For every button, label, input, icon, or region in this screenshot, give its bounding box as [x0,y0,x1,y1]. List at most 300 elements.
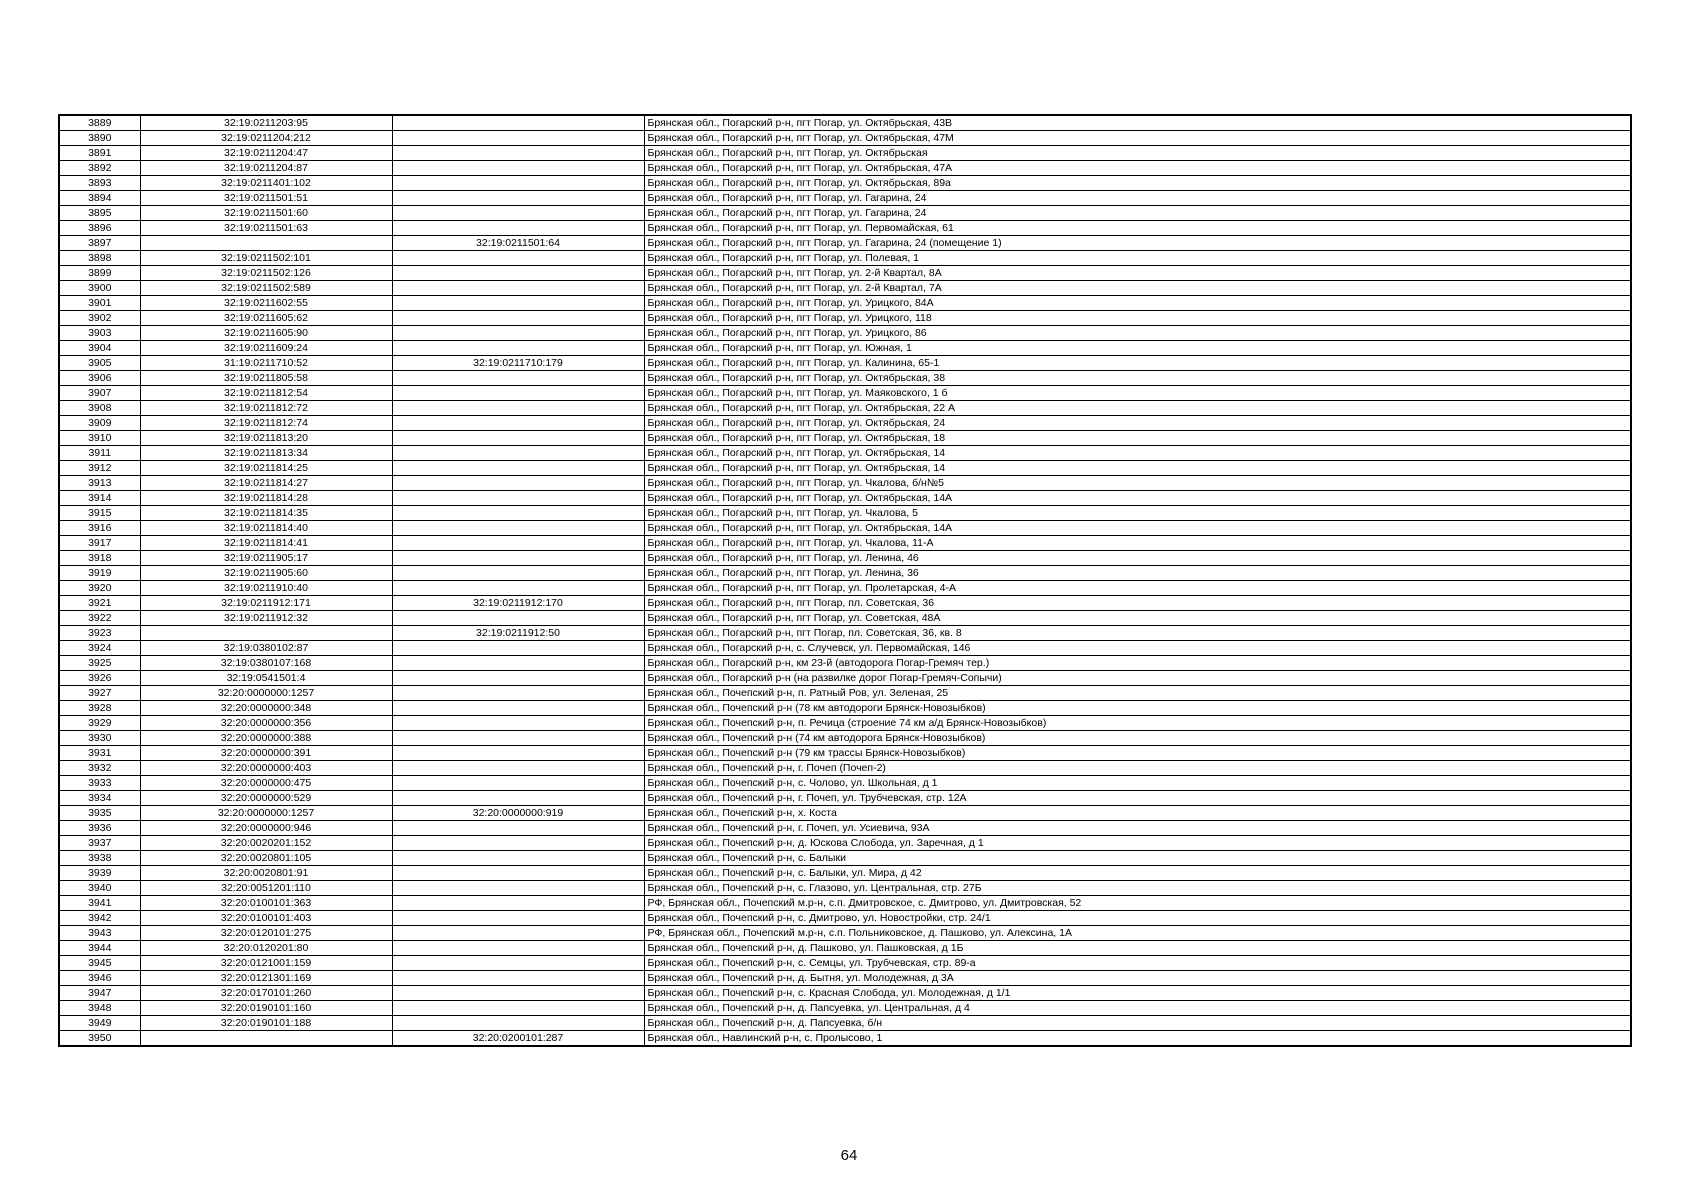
cadastral-number-cell: 32:20:0190101:160 [140,1001,392,1016]
related-cadastral-number-cell [392,191,644,206]
row-number-cell: 3913 [59,476,140,491]
address-cell: Брянская обл., Погарский р-н, пгт Погар, пл. Советская, 36 [644,596,1631,611]
related-cadastral-number-cell [392,161,644,176]
related-cadastral-number-cell [392,971,644,986]
related-cadastral-number-cell [392,701,644,716]
row-number-cell: 3890 [59,131,140,146]
related-cadastral-number-cell [392,836,644,851]
row-number-cell: 3930 [59,731,140,746]
row-number-cell: 3902 [59,311,140,326]
cadastral-number-cell: 32:20:0020801:91 [140,866,392,881]
row-number-cell: 3914 [59,491,140,506]
address-cell: Брянская обл., Почепский р-н, д. Юскова Слобода, ул. Заречная, д 1 [644,836,1631,851]
row-number-cell: 3893 [59,176,140,191]
table-row [59,806,1631,821]
address-cell: Брянская обл., Почепский р-н, д. Бытня, ул. Молодежная, д 3А [644,971,1631,986]
cadastral-number-cell: 32:20:0000000:348 [140,701,392,716]
cadastral-number-cell: 32:19:0211912:171 [140,596,392,611]
related-cadastral-number-cell [392,326,644,341]
related-cadastral-number-cell [392,281,644,296]
address-cell: Брянская обл., Погарский р-н, с. Случевск, ул. Первомайская, 146 [644,641,1631,656]
cadastral-number-cell: 32:19:0211905:17 [140,551,392,566]
table-row [59,581,1631,596]
related-cadastral-number-cell [392,851,644,866]
cadastral-number-cell: 32:19:0211814:28 [140,491,392,506]
table-row [59,821,1631,836]
row-number-cell: 3919 [59,566,140,581]
related-cadastral-number-cell [392,491,644,506]
table-row [59,115,1631,131]
cadastral-number-cell: 32:19:0211501:63 [140,221,392,236]
related-cadastral-number-cell: 32:19:0211501:64 [392,236,644,251]
address-cell: Брянская обл., Погарский р-н, пгт Погар, ул. Гагарина, 24 [644,206,1631,221]
address-cell: Брянская обл., Погарский р-н, пгт Погар, ул. Урицкого, 84А [644,296,1631,311]
cadastral-number-cell: 32:20:0000000:356 [140,716,392,731]
table-row [59,671,1631,686]
cadastral-number-cell: 32:19:0211605:62 [140,311,392,326]
row-number-cell: 3899 [59,266,140,281]
related-cadastral-number-cell [392,206,644,221]
table-row [59,386,1631,401]
row-number-cell: 3941 [59,896,140,911]
row-number-cell: 3940 [59,881,140,896]
table-row [59,281,1631,296]
table-row [59,296,1631,311]
row-number-cell: 3903 [59,326,140,341]
cadastral-number-cell: 32:20:0000000:946 [140,821,392,836]
address-cell: Брянская обл., Погарский р-н, пгт Погар, ул. Южная, 1 [644,341,1631,356]
cadastral-number-cell: 32:19:0211805:58 [140,371,392,386]
cadastral-number-cell: 32:20:0121001:159 [140,956,392,971]
row-number-cell: 3892 [59,161,140,176]
row-number-cell: 3924 [59,641,140,656]
table-row [59,1031,1631,1047]
related-cadastral-number-cell [392,386,644,401]
related-cadastral-number-cell [392,416,644,431]
address-cell: Брянская обл., Погарский р-н, пгт Погар, ул. Урицкого, 118 [644,311,1631,326]
table-row [59,911,1631,926]
table-row [59,896,1631,911]
table-row [59,476,1631,491]
address-cell: Брянская обл., Погарский р-н, пгт Погар, ул. Ленина, 36 [644,566,1631,581]
table-row [59,656,1631,671]
cadastral-number-cell: 32:20:0120201:80 [140,941,392,956]
table-row [59,626,1631,641]
row-number-cell: 3936 [59,821,140,836]
table-row [59,746,1631,761]
related-cadastral-number-cell [392,821,644,836]
cadastral-number-cell: 32:20:0000000:529 [140,791,392,806]
table-row [59,776,1631,791]
row-number-cell: 3932 [59,761,140,776]
address-cell: Брянская обл., Почепский р-н, с. Чолово, ул. Школьная, д 1 [644,776,1631,791]
related-cadastral-number-cell [392,986,644,1001]
row-number-cell: 3926 [59,671,140,686]
related-cadastral-number-cell: 32:20:0000000:919 [392,806,644,821]
table-row [59,401,1631,416]
row-number-cell: 3894 [59,191,140,206]
cadastral-number-cell [140,236,392,251]
address-cell: Брянская обл., Почепский р-н, д. Пашково, ул. Пашковская, д 1Б [644,941,1631,956]
row-number-cell: 3907 [59,386,140,401]
cadastral-number-cell: 32:19:0211813:34 [140,446,392,461]
table-row [59,926,1631,941]
cadastral-number-cell: 32:19:0211814:35 [140,506,392,521]
table-row [59,311,1631,326]
related-cadastral-number-cell [392,176,644,191]
related-cadastral-number-cell [392,611,644,626]
table-row [59,716,1631,731]
related-cadastral-number-cell [392,941,644,956]
cadastral-number-cell: 32:19:0211501:51 [140,191,392,206]
row-number-cell: 3922 [59,611,140,626]
row-number-cell: 3939 [59,866,140,881]
table-row [59,236,1631,251]
address-cell: Брянская обл., Почепский р-н, с. Балыки, ул. Мира, д 42 [644,866,1631,881]
row-number-cell: 3942 [59,911,140,926]
address-cell: Брянская обл., Почепский р-н, п. Ратный Ров, ул. Зеленая, 25 [644,686,1631,701]
table-row [59,431,1631,446]
related-cadastral-number-cell [392,341,644,356]
row-number-cell: 3933 [59,776,140,791]
cadastral-number-cell: 32:20:0190101:188 [140,1016,392,1031]
row-number-cell: 3920 [59,581,140,596]
address-cell: Брянская обл., Погарский р-н, пгт Погар, ул. Чкалова, 11-А [644,536,1631,551]
cadastral-number-cell: 32:19:0211910:40 [140,581,392,596]
related-cadastral-number-cell [392,1001,644,1016]
table-row [59,371,1631,386]
cadastral-number-cell: 31:19:0211710:52 [140,356,392,371]
table-row [59,1016,1631,1031]
address-cell: Брянская обл., Погарский р-н, пгт Погар, ул. Полевая, 1 [644,251,1631,266]
table-row [59,326,1631,341]
cadastral-number-cell: 32:19:0211204:212 [140,131,392,146]
cadastral-number-cell: 32:19:0211203:95 [140,115,392,131]
related-cadastral-number-cell [392,911,644,926]
related-cadastral-number-cell [392,446,644,461]
cadastral-number-cell: 32:20:0100101:363 [140,896,392,911]
row-number-cell: 3908 [59,401,140,416]
cadastral-number-cell: 32:19:0211813:20 [140,431,392,446]
address-cell: Брянская обл., Погарский р-н, пгт Погар, ул. Октябрьская, 22 А [644,401,1631,416]
row-number-cell: 3944 [59,941,140,956]
address-cell: Брянская обл., Почепский р-н (74 км автодорога Брянск-Новозыбков) [644,731,1631,746]
row-number-cell: 3943 [59,926,140,941]
related-cadastral-number-cell [392,251,644,266]
address-cell: Брянская обл., Почепский р-н, г. Почеп, ул. Усиевича, 93А [644,821,1631,836]
cadastral-number-cell: 32:19:0211401:102 [140,176,392,191]
row-number-cell: 3931 [59,746,140,761]
address-cell: Брянская обл., Почепский р-н (78 км автодороги Брянск-Новозыбков) [644,701,1631,716]
cadastral-number-cell: 32:19:0541501:4 [140,671,392,686]
address-cell: Брянская обл., Почепский р-н, д. Папсуевка, ул. Центральная, д 4 [644,1001,1631,1016]
related-cadastral-number-cell [392,761,644,776]
address-cell: Брянская обл., Почепский р-н, г. Почеп (Почеп-2) [644,761,1631,776]
row-number-cell: 3948 [59,1001,140,1016]
address-cell: Брянская обл., Погарский р-н, пгт Погар, ул. Октябрьская, 24 [644,416,1631,431]
cadastral-number-cell: 32:19:0211501:60 [140,206,392,221]
related-cadastral-number-cell [392,131,644,146]
table-row [59,161,1631,176]
address-cell: Брянская обл., Почепский р-н, г. Почеп, ул. Трубчевская, стр. 12А [644,791,1631,806]
related-cadastral-number-cell: 32:20:0200101:287 [392,1031,644,1047]
related-cadastral-number-cell [392,671,644,686]
table-row [59,221,1631,236]
related-cadastral-number-cell [392,566,644,581]
row-number-cell: 3938 [59,851,140,866]
cadastral-number-cell: 32:19:0380107:168 [140,656,392,671]
address-cell: Брянская обл., Погарский р-н, пгт Погар, ул. Чкалова, 5 [644,506,1631,521]
row-number-cell: 3937 [59,836,140,851]
related-cadastral-number-cell [392,956,644,971]
table-row [59,266,1631,281]
row-number-cell: 3889 [59,115,140,131]
related-cadastral-number-cell [392,431,644,446]
cadastral-number-cell: 32:19:0211814:41 [140,536,392,551]
address-cell: Брянская обл., Погарский р-н, пгт Погар, ул. Калинина, 65-1 [644,356,1631,371]
related-cadastral-number-cell [392,881,644,896]
cadastral-number-cell: 32:19:0211812:54 [140,386,392,401]
table-row [59,416,1631,431]
address-cell: Брянская обл., Погарский р-н, пгт Погар, ул. Октябрьская, 38 [644,371,1631,386]
table-row [59,836,1631,851]
cadastral-number-cell: 32:19:0380102:87 [140,641,392,656]
table-row [59,356,1631,371]
row-number-cell: 3911 [59,446,140,461]
address-cell: Брянская обл., Почепский р-н, с. Балыки [644,851,1631,866]
cadastral-number-cell: 32:19:0211814:27 [140,476,392,491]
address-cell: Брянская обл., Погарский р-н, пгт Погар, ул. Октябрьская, 14 [644,446,1631,461]
row-number-cell: 3909 [59,416,140,431]
cadastral-number-cell: 32:20:0120101:275 [140,926,392,941]
related-cadastral-number-cell [392,115,644,131]
related-cadastral-number-cell [392,776,644,791]
row-number-cell: 3896 [59,221,140,236]
address-cell: Брянская обл., Погарский р-н, пгт Погар, ул. Чкалова, б/н№5 [644,476,1631,491]
table-row [59,881,1631,896]
address-cell: Брянская обл., Погарский р-н, пгт Погар, ул. Октябрьская, 43В [644,115,1631,131]
address-cell: Брянская обл., Погарский р-н, пгт Погар, ул. Первомайская, 61 [644,221,1631,236]
table-row [59,566,1631,581]
address-cell: Брянская обл., Погарский р-н, пгт Погар, ул. Октябрьская, 89а [644,176,1631,191]
address-cell: Брянская обл., Погарский р-н (на развилке дорог Погар-Гремяч-Сопычи) [644,671,1631,686]
address-cell: Брянская обл., Погарский р-н, пгт Погар, ул. Советская, 48А [644,611,1631,626]
row-number-cell: 3947 [59,986,140,1001]
table-row [59,731,1631,746]
address-cell: Брянская обл., Погарский р-н, пгт Погар, ул. Октябрьская [644,146,1631,161]
row-number-cell: 3895 [59,206,140,221]
cadastral-number-cell: 32:19:0211605:90 [140,326,392,341]
table-row [59,521,1631,536]
table-row [59,701,1631,716]
address-cell: Брянская обл., Погарский р-н, пгт Погар, ул. Урицкого, 86 [644,326,1631,341]
address-cell: Брянская обл., Почепский р-н (79 км трассы Брянск-Новозыбков) [644,746,1631,761]
table-row [59,986,1631,1001]
table-row [59,551,1631,566]
table-row [59,491,1631,506]
related-cadastral-number-cell [392,866,644,881]
row-number-cell: 3917 [59,536,140,551]
related-cadastral-number-cell [392,896,644,911]
table-row [59,506,1631,521]
cadastral-number-cell: 32:19:0211812:72 [140,401,392,416]
table-row [59,1001,1631,1016]
row-number-cell: 3891 [59,146,140,161]
related-cadastral-number-cell [392,551,644,566]
related-cadastral-number-cell [392,146,644,161]
row-number-cell: 3934 [59,791,140,806]
row-number-cell: 3906 [59,371,140,386]
table-row [59,791,1631,806]
related-cadastral-number-cell [392,521,644,536]
row-number-cell: 3928 [59,701,140,716]
table-row [59,971,1631,986]
address-cell: Брянская обл., Почепский р-н, с. Дмитрово, ул. Новостройки, стр. 24/1 [644,911,1631,926]
related-cadastral-number-cell [392,686,644,701]
cadastral-number-cell: 32:20:0000000:475 [140,776,392,791]
address-cell: Брянская обл., Погарский р-н, пгт Погар, пл. Советская, 36, кв. 8 [644,626,1631,641]
row-number-cell: 3905 [59,356,140,371]
address-cell: Брянская обл., Почепский р-н, с. Красная Слобода, ул. Молодежная, д 1/1 [644,986,1631,1001]
table-row [59,761,1631,776]
cadastral-number-cell: 32:19:0211602:55 [140,296,392,311]
address-cell: РФ, Брянская обл., Почепский м.р-н, с.п. Польниковское, д. Пашково, ул. Алексина, 1А [644,926,1631,941]
address-cell: Брянская обл., Погарский р-н, пгт Погар, ул. Октябрьская, 14А [644,521,1631,536]
table-row [59,251,1631,266]
table-row [59,941,1631,956]
row-number-cell: 3916 [59,521,140,536]
address-cell: Брянская обл., Навлинский р-н, с. Пролысово, 1 [644,1031,1631,1047]
row-number-cell: 3898 [59,251,140,266]
row-number-cell: 3904 [59,341,140,356]
cadastral-number-cell: 32:20:0121301:169 [140,971,392,986]
related-cadastral-number-cell [392,746,644,761]
address-cell: Брянская обл., Погарский р-н, пгт Погар, ул. Октябрьская, 14 [644,461,1631,476]
cadastral-number-cell: 32:20:0000000:1257 [140,806,392,821]
cadastral-number-cell: 32:20:0000000:388 [140,731,392,746]
related-cadastral-number-cell [392,641,644,656]
address-cell: Брянская обл., Погарский р-н, пгт Погар, ул. Пролетарская, 4-А [644,581,1631,596]
address-cell: Брянская обл., Погарский р-н, пгт Погар, ул. Октябрьская, 14А [644,491,1631,506]
row-number-cell: 3897 [59,236,140,251]
cadastral-number-cell: 32:19:0211609:24 [140,341,392,356]
address-cell: Брянская обл., Погарский р-н, км 23-й (автодорога Погар-Гремяч тер.) [644,656,1631,671]
related-cadastral-number-cell [392,476,644,491]
row-number-cell: 3950 [59,1031,140,1047]
address-cell: Брянская обл., Погарский р-н, пгт Погар, ул. Гагарина, 24 [644,191,1631,206]
table-row [59,176,1631,191]
row-number-cell: 3927 [59,686,140,701]
cadastral-number-cell [140,626,392,641]
related-cadastral-number-cell [392,581,644,596]
table-row [59,641,1631,656]
related-cadastral-number-cell [392,371,644,386]
related-cadastral-number-cell [392,731,644,746]
related-cadastral-number-cell: 32:19:0211710:179 [392,356,644,371]
row-number-cell: 3949 [59,1016,140,1031]
cadastral-number-cell: 32:20:0051201:110 [140,881,392,896]
row-number-cell: 3921 [59,596,140,611]
related-cadastral-number-cell: 32:19:0211912:170 [392,596,644,611]
row-number-cell: 3901 [59,296,140,311]
cadastral-number-cell [140,1031,392,1047]
table-row [59,866,1631,881]
cadastral-number-cell: 32:19:0211204:47 [140,146,392,161]
cadastral-number-cell: 32:20:0100101:403 [140,911,392,926]
table-row [59,146,1631,161]
row-number-cell: 3900 [59,281,140,296]
registry-table [58,114,1632,1047]
cadastral-number-cell: 32:20:0020201:152 [140,836,392,851]
related-cadastral-number-cell [392,1016,644,1031]
address-cell: Брянская обл., Погарский р-н, пгт Погар, ул. Октябрьская, 18 [644,431,1631,446]
related-cadastral-number-cell [392,221,644,236]
related-cadastral-number-cell [392,296,644,311]
address-cell: Брянская обл., Почепский р-н, х. Коста [644,806,1631,821]
table-row [59,956,1631,971]
related-cadastral-number-cell [392,266,644,281]
related-cadastral-number-cell [392,311,644,326]
table-row [59,596,1631,611]
cadastral-number-cell: 32:20:0000000:1257 [140,686,392,701]
row-number-cell: 3946 [59,971,140,986]
cadastral-number-cell: 32:19:0211814:25 [140,461,392,476]
table-row [59,851,1631,866]
table-row [59,131,1631,146]
address-cell: Брянская обл., Почепский р-н, д. Папсуевка, б/н [644,1016,1631,1031]
related-cadastral-number-cell [392,506,644,521]
related-cadastral-number-cell [392,656,644,671]
row-number-cell: 3929 [59,716,140,731]
address-cell: Брянская обл., Погарский р-н, пгт Погар, ул. Октябрьская, 47А [644,161,1631,176]
row-number-cell: 3918 [59,551,140,566]
table-row [59,446,1631,461]
cadastral-number-cell: 32:20:0020801:105 [140,851,392,866]
related-cadastral-number-cell [392,791,644,806]
cadastral-number-cell: 32:20:0170101:260 [140,986,392,1001]
related-cadastral-number-cell [392,461,644,476]
address-cell: Брянская обл., Почепский р-н, с. Глазово, ул. Центральная, стр. 27Б [644,881,1631,896]
address-cell: РФ, Брянская обл., Почепский м.р-н, с.п. Дмитровское, с. Дмитрово, ул. Дмитровская, 52 [644,896,1631,911]
row-number-cell: 3945 [59,956,140,971]
related-cadastral-number-cell [392,536,644,551]
row-number-cell: 3935 [59,806,140,821]
related-cadastral-number-cell: 32:19:0211912:50 [392,626,644,641]
address-cell: Брянская обл., Почепский р-н, с. Семцы, ул. Трубчевская, стр. 89-а [644,956,1631,971]
row-number-cell: 3912 [59,461,140,476]
cadastral-number-cell: 32:19:0211502:589 [140,281,392,296]
table-row [59,686,1631,701]
table-row [59,611,1631,626]
address-cell: Брянская обл., Погарский р-н, пгт Погар, ул. 2-й Квартал, 7А [644,281,1631,296]
cadastral-number-cell: 32:20:0000000:403 [140,761,392,776]
table-row [59,461,1631,476]
cadastral-number-cell: 32:19:0211912:32 [140,611,392,626]
page-number: 64 [840,1147,858,1164]
row-number-cell: 3910 [59,431,140,446]
cadastral-number-cell: 32:19:0211204:87 [140,161,392,176]
cadastral-number-cell: 32:19:0211814:40 [140,521,392,536]
cadastral-number-cell: 32:20:0000000:391 [140,746,392,761]
table-row [59,206,1631,221]
related-cadastral-number-cell [392,926,644,941]
address-cell: Брянская обл., Погарский р-н, пгт Погар, ул. Ленина, 46 [644,551,1631,566]
registry-table-body [59,115,1631,1046]
table-row [59,536,1631,551]
address-cell: Брянская обл., Погарский р-н, пгт Погар, ул. 2-й Квартал, 8А [644,266,1631,281]
cadastral-number-cell: 32:19:0211812:74 [140,416,392,431]
cadastral-number-cell: 32:19:0211905:60 [140,566,392,581]
